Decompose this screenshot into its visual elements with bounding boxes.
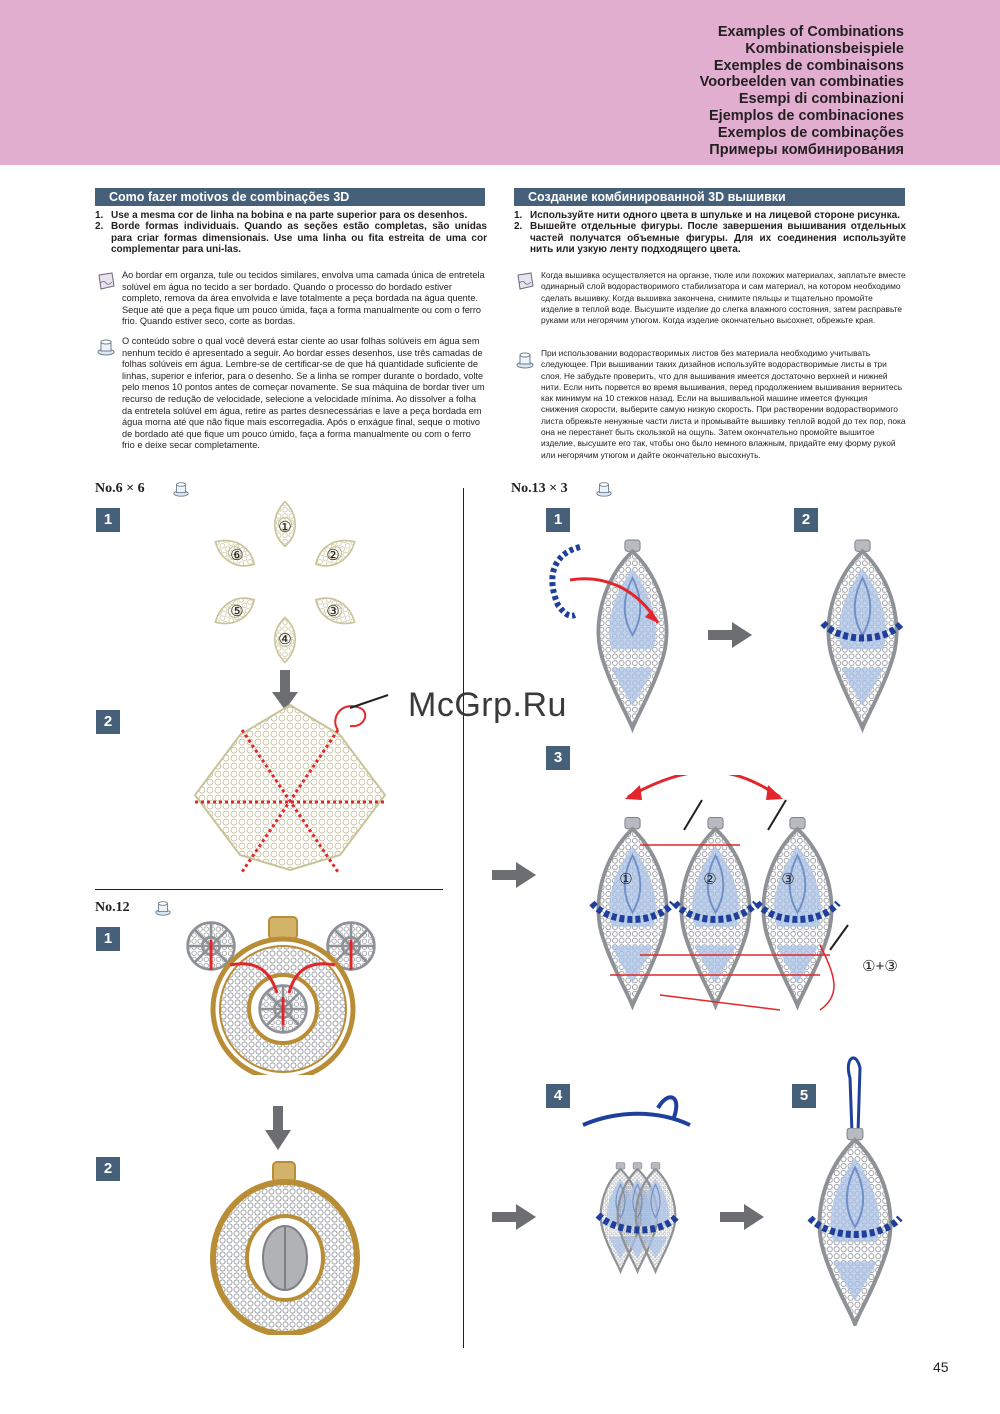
model-label-no12: No.12 [95,900,130,915]
bead-strip [552,547,580,616]
title-ru: Примеры комбинирования [709,141,904,158]
piece-number: ② [703,871,717,888]
step-badge-1: 1 [546,508,570,532]
note-icon [96,271,116,291]
step-item [95,221,487,255]
title-nl: Voorbeelden van combinaties [699,74,904,91]
piece-number: ① [619,871,633,888]
section-title-pt: Como fazer motivos de combinações 3D [95,188,485,206]
water-soluble-icon [96,337,116,357]
step-item [514,210,906,221]
note-pt-1: Ao bordar em organza, tule ou tecidos similares, envolva uma camada única de entretela solúvel em água no tecido a ser bordado. Quando o processo do bordado estiver completo, remova da área envolvida e lave totalmente a peça bordada na água quente. Seque até que a peça fique um pouco úmida, faça a forma manualmente ou com o ferro frio. Quando estiver seco, corte as bordas. [122,270,485,327]
step-item [514,221,906,255]
arrow-right-icon [720,1204,764,1230]
red-double-arrow [628,775,780,797]
piece-number: ③ [781,871,795,888]
ornament-final-figure [800,1048,910,1328]
watermark: McGrp.Ru [408,686,567,724]
note-ru-1: Когда вышивка осуществляется на органзе, тюле или похожих материалах, заплатьте вместе одинарный слой водорастворимого стабилизатора и сам материал, на котором необходимо сделать вышивку. Когда вышивка закончена, снимите пяльцы и тщательно промойте изделие в теплой воде. Высушите изделие до слегка влажного состояния, затем расправьте руками или негорячим утюгом. Когда изделие окончательно высохнет, обрежьте края. [541,270,906,326]
piece-number: ① [278,519,292,536]
snowflake-pieces-figure [195,500,375,665]
ribbon-icon [583,1097,690,1125]
note-pt-2: O conteúdo sobre o qual você deverá estar ciente ao usar folhas solúveis em água sem nenhum tecido é apresentado a seguir. Ao bordar esses desenhos, use três camadas de folhas solúveis em água. Lembre-se de certificar-se de que há quantidade suficiente de linhas, superior e inferior, para o desenho. Se a linha se romper durante o bordado, volte pelo menos 10 pontos antes de começar novamente. Se sua máquina de bordar tiver um recurso de redução de velocidade, selecione a velocidade mínima. Ao dissolver a folha da entretela solúvel em água, retire as partes desnecessárias e lave a peça bordada em água morna até que não fique mais escorregadia. Após o enxágue final, seque o motivo de bordado até que fique um pouco úmido, faça a forma manualmente ou com o ferro frio e deixe secar completamente. [122,336,485,451]
step-num: 2. [514,221,523,233]
title-pt: Exemplos de combinações [717,124,904,141]
step-text: Borde formas individuais. Quando as seções estão completas, são unidas para criar formas dimensionais. Use uma linha ou fita estreita de uma cor complementar para uni-las. [111,221,487,255]
water-soluble-icon [154,899,172,917]
title-de: Kombinationsbeispiele [745,40,904,57]
piece-number: ④ [278,631,292,648]
title-en: Examples of Combinations [717,24,904,40]
needle-icon [350,695,388,708]
arrow-right-icon [492,862,536,888]
step-badge-4: 4 [546,1084,570,1108]
title-es: Ejemplos de combinaciones [709,107,904,124]
step-num: 2. [95,221,104,233]
piece-number: ② [326,547,340,564]
needle-icon [768,800,786,830]
page-number: 45 [933,1359,949,1375]
needle-icon [830,925,848,950]
arrow-right-icon [492,1204,536,1230]
step-badge-5: 5 [792,1084,816,1108]
title-fr: Exemples de combinaisons [713,57,904,74]
ornament-ball-figure [185,915,385,1075]
piece-number: ⑤ [230,603,244,620]
step-badge-1: 1 [96,927,120,951]
step-text: Используйте нити одного цвета в шпульке и на лицевой стороне рисунка. [530,210,900,221]
piece-number: ③ [326,603,340,620]
note-icon [515,271,535,291]
join-label: ①+③ [862,958,898,975]
assembled-star-figure [190,690,390,880]
section-divider [95,889,443,890]
ribbon-icon [848,1058,860,1133]
water-soluble-icon [172,480,190,498]
model-label-no13: No.13 × 3 [511,481,568,496]
column-divider [463,488,464,1348]
thread-line [335,706,365,730]
needle-icon [684,800,702,830]
step-badge-2: 2 [96,710,120,734]
arrow-right-icon [708,622,752,648]
ornament-ball-3d-figure [205,1160,365,1335]
steps-pt [95,210,487,255]
piece-number: ⑥ [230,547,244,564]
step-text: Вышейте отдельные фигуры. После завершения вышивания отдельных частей получатся объемные фигуры. Для их соединения используйте нить или узкую ленту подходящего цвета. [530,221,906,255]
model-label-no6: No.6 × 6 [95,481,145,496]
ornament-join-figure [580,775,910,1035]
section-title-ru: Создание комбинированной 3D вышивки [514,188,905,206]
title-block [700,24,904,158]
title-it: Esempi di combinazioni [738,91,904,108]
step-item [95,210,487,221]
step-badge-2: 2 [794,508,818,532]
ornament-step2-figure [815,535,910,735]
ornament-3d-figure [578,1090,698,1320]
step-num: 1. [95,210,104,221]
steps-ru [514,210,906,255]
step-num: 1. [514,210,523,221]
note-ru-2: При использовании водорастворимых листов без материала необходимо учитывать следующее. При вышивании таких дизайнов используйте водорастворимые листы в три слоя. Не забудьте проверить, что для вышивания имеется достаточно верхней и нижней нити. Если нить порвется во время вышивания, перед продолжением вышивания вернитесь как минимум на 10 стежков назад. Если на вышивальной машине имеется функция снижения скорости, выберите самую низкую скорость. При растворении водорастворимого листа обрежьте ненужные части листа и промывайте вышивку теплой водой до тех пор, пока она не перестанет быть скользкой на ощупь. Затем окончательно промойте вышитое изделие, высушите его так, чтобы оно было немного влажным, придайте ему форму рукой или негорячим утюгом и дайте окончательно высохнуть. [541,348,906,460]
step-badge-2: 2 [96,1157,120,1181]
step-badge-3: 3 [546,746,570,770]
water-soluble-icon [595,480,613,498]
arrow-down-icon [265,1106,291,1150]
step-text: Use a mesma cor de linha na bobina e na parte superior para os desenhos. [111,210,468,221]
step-badge-1: 1 [96,508,120,532]
water-soluble-icon [515,350,535,370]
page-header [0,0,1000,165]
